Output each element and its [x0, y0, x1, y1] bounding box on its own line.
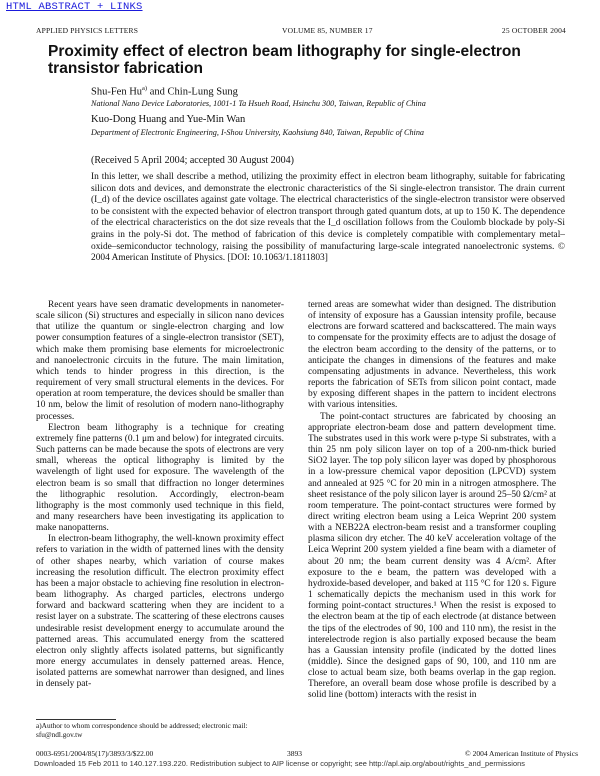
- paper-title: Proximity effect of electron beam lithography for single-electron transistor fabrication: [48, 43, 521, 77]
- affiliation-1: National Nano Device Laboratories, 1001-1 Ta Hsueh Road, Hsinchu 300, Taiwan, Republic of China: [91, 99, 426, 108]
- copyright-notice: © 2004 American Institute of Physics: [465, 749, 578, 758]
- author-names: Shu-Fen Hu: [91, 86, 143, 98]
- body-paragraph: terned areas are somewhat wider than designed. The distribution of intensity of exposure has a Gaussian intensity profile, because electrons are forward scattered and backscattered. The main ways to compensate for the proximity effects are to adjust the dosage of the electron beam according to the density of the patterns, or to anticipate the changes in dimensions of the features and make compensating adjustments in advance. Nevertheless, this work reports the fabrication of SETs from silicon point contact, made by exposing different shapes in the pattern to incident electrons with various intensities.: [308, 300, 556, 411]
- received-dates: (Received 5 April 2004; accepted 30 August 2004): [91, 155, 295, 166]
- volume-number: VOLUME 85, NUMBER 17: [282, 26, 373, 35]
- top-link-bar: [0, 0, 600, 14]
- body-paragraph: In electron-beam lithography, the well-known proximity effect refers to variation in the width of patterned lines with the density of other shapes nearby, which variation of course makes increasing the resolution difficult. The electron proximity effect has been a major obstacle to achieving fine resolution in electron-beam lithography. As charged particles, electrons undergo forward and backward scattering when they are incident to a resist layer on a substrate. The scattering of these electrons causes undesirable resist development energy to accumulate around the patterned areas. This accumulated energy from the scattered electron only slightly affects isolated patterns, but significantly more energy accumulates in densely patterned areas. Hence, isolated patterns are somewhat narrower than designed, and lines in densely pat-: [36, 534, 284, 690]
- doi-code: 0003-6951/2004/85(17)/3893/3/$22.00: [36, 749, 154, 758]
- issue-date: 25 OCTOBER 2004: [501, 26, 566, 35]
- right-column: [308, 300, 556, 702]
- page-number: 3893: [287, 749, 302, 758]
- left-column: [36, 300, 284, 690]
- author-footnote-mark: a): [142, 85, 148, 92]
- footnote-divider: [36, 719, 116, 720]
- body-paragraph: The point-contact structures are fabricated by choosing an appropriate electron-beam dose and pattern development time. The substrates used in this work were p-type Si substrates, with a thin 25 nm poly silicon layer on top of a 200-nm-thick buried SiO2 layer. The top poly silicon layer was doped by phosphorous in a low-pressure chemical vapor deposition (LPCVD) system and annealed at 925 °C for 20 min in a nitrogen atmosphere. The sheet resistance of the poly silicon layer is around 25–50 Ω/cm² at room temperature. The point-contact structures were formed by direct writing electron beam using a Leica Weprint 200 system with a NEB22A electron-beam resist and a transformer coupling plasma silicon dry etcher. The 40 keV acceleration voltage of the Leica Weprint 200 system yielded a fine beam with a diameter of about 20 nm; the beam current density was 4 A/cm². After exposure to the e beam, the pattern was developed with a hydroxide-based developer, and baked at 115 °C for 120 s. Figure 1 schematically depicts the mechanism used in this work for forming point-contact structures.¹ When the resist is exposed to the electron beam at the tip of each electrode (at distance between the tips of the electrodes of 90, 100 and 110 nm), the resist in the interelectrode region is also partially exposed because the beam has a Gaussian intensity profile (indicated by the dotted lines (middle). Since the designed gaps of 90, 100, and 110 nm are close to actual beam size, both beams overlap in the gap region. Therefore, an overall beam dose whose profile is described by a solid line (bottom) interacts with the resist in: [308, 411, 556, 701]
- journal-name: APPLIED PHYSICS LETTERS: [36, 26, 139, 35]
- download-notice: Downloaded 15 Feb 2011 to 140.127.193.220. Redistribution subject to AIP license or copyright; see http://apl.aip.org/about/rights_and_permissions: [34, 759, 526, 768]
- abstract: In this letter, we shall describe a method, utilizing the proximity effect in electron beam lithography, suitable for fabricating silicon dots and devices, and demonstrate the electronic characteristics of the Si single-electron transistor. The drain current (I_d) of the device oscillates against gate voltage. The electrical characteristics of the single-electron transistor were observed to be consistent with the expected behavior of electron transport through gated quantum dots, at up to 150 K. The dependence of the electrical characteristics on the dot size reveals that the I_d oscillation follows from the Coulomb blockade by poly-Si grains in the poly-Si dot. The method of fabrication of this device is completely compatible with complementary metal–oxide–semiconductor technology, raising the possibility of manufacturing large-scale integrated nanoelectronic systems. © 2004 American Institute of Physics. [DOI: 10.1063/1.1811803]: [91, 172, 565, 264]
- body-paragraph: Recent years have seen dramatic developments in nanometer-scale silicon (Si) structures and especially in silicon nano devices that utilize the quantum or single-electron charging and low power consumption features of a single-electron transistor (SET), which make them promising base elements for microelectronic and nanoelectronic circuits in the future. The main limitation, which tends to hinder progress in this direction, is the requirement of very small structural elements in the devices. For operation at room temperature, the devices should be smaller than 10 nm, below the limit of resolution of modern nano-lithography processes.: [36, 300, 284, 422]
- html-abstract-links-link[interactable]: HTML ABSTRACT + LINKS: [6, 1, 143, 13]
- body-paragraph: Electron beam lithography is a technique for creating extremely fine patterns (0.1 μm and below) for integrated circuits. Such patterns can be made because the spots of electrons are very small, whereas the optical lithography is limited by the wavelength of light used for exposure. The wavelength of the electron beam is so small that diffraction no longer determines the lithographic resolution. Accordingly, electron-beam lithography is the most commonly used technique in this field, and many researchers have been investigating its application to make nanopatterns.: [36, 422, 284, 534]
- footnote: a)Author to whom correspondence should be addressed; electronic mail: sfu@ndl.gov.tw: [36, 721, 248, 739]
- author-line-2: [91, 114, 245, 125]
- author-line-1: [91, 85, 238, 98]
- author-names-cont: and Chin-Lung Sung: [147, 86, 238, 98]
- affiliation-2: Department of Electronic Engineering, I-Shou University, Kaohsiung 840, Taiwan, Republic of China: [91, 128, 425, 137]
- author-names: Kuo-Dong Huang and Yue-Min Wan: [91, 114, 246, 125]
